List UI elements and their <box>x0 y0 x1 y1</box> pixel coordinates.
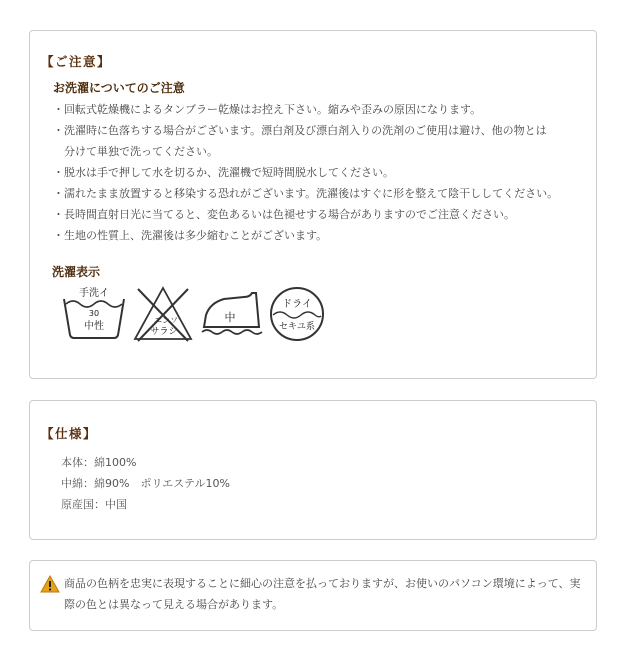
iron-temp-label: 中 <box>224 311 236 324</box>
handwash-temp: 30 <box>88 309 100 318</box>
spec-heading: 【仕様】 <box>41 426 98 441</box>
warning-icon <box>40 575 60 593</box>
handwash-icon <box>62 285 126 341</box>
no-bleach-label-1: エンソ <box>154 316 178 325</box>
list-item: ・濡れたまま放置すると移染する恐れがございます。洗濯後はすぐに形を整えて陰干ししてください。 <box>53 187 559 200</box>
list-item: ・回転式乾燥機によるタンブラー乾燥はお控え下さい。縮みや歪みの原因になります。 <box>53 103 482 116</box>
no-bleach-label-2: サラシ <box>150 327 178 337</box>
dryclean-label-2: セキユ系 <box>278 322 316 332</box>
color-notice-text: 商品の色柄を忠実に表現することに細心の注意を払っておりますが、お使いのパソコン環境によって、実際の色とは異なって見える場合があります。 <box>64 577 581 611</box>
washing-notes-heading: お洗濯についてのご注意 <box>53 81 185 95</box>
handwash-label: 手洗イ <box>79 288 109 299</box>
dryclean-label-1: ドライ <box>282 299 312 310</box>
iron-icon <box>198 285 264 341</box>
care-symbols <box>62 285 332 343</box>
no-bleach-icon <box>132 285 194 343</box>
spec-panel <box>29 400 597 540</box>
spec-row: 中綿：綿90% ポリエステル10% <box>61 477 230 490</box>
list-item: ・生地の性質上、洗濯後は多少縮むことがございます。 <box>53 229 328 242</box>
caution-panel <box>29 30 597 379</box>
washing-notes-list <box>53 99 558 246</box>
list-item: ・脱水は手で押して水を切るか、洗濯機で短時間脱水してください。 <box>53 166 394 179</box>
handwash-detergent: 中性 <box>84 321 104 332</box>
list-item: 分けて単独で洗ってください。 <box>53 145 218 158</box>
list-item: ・長時間直射日光に当てると、変色あるいは色褪せする場合がありますのでご注意ください。 <box>53 208 515 221</box>
spec-row: 本体：綿100% <box>61 456 137 469</box>
spec-row: 原産国：中国 <box>61 498 127 511</box>
dryclean-icon <box>268 285 326 343</box>
list-item: ・洗濯時に色落ちする場合がございます。漂白剤及び漂白剤入りの洗剤のご使用は避け、他の物とは <box>53 124 547 137</box>
care-label-heading: 洗濯表示 <box>52 265 101 279</box>
spec-list <box>61 452 230 515</box>
color-notice-panel <box>29 560 597 631</box>
caution-heading: 【ご注意】 <box>41 54 112 69</box>
